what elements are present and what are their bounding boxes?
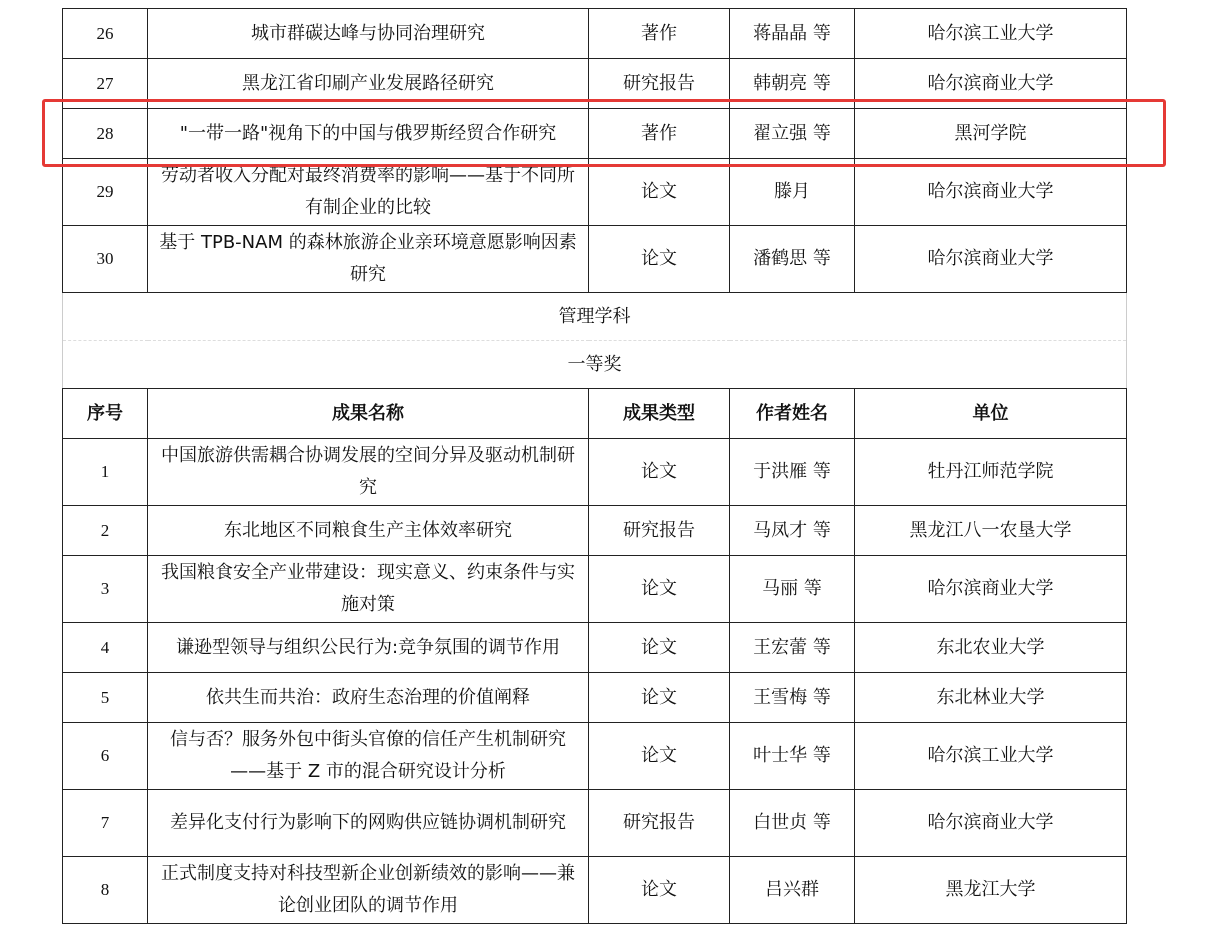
row-number: 7 bbox=[63, 790, 148, 857]
row-number: 26 bbox=[63, 9, 148, 59]
table-row bbox=[63, 623, 1127, 673]
table-row bbox=[63, 439, 1127, 506]
table-row bbox=[63, 790, 1127, 857]
row-number: 27 bbox=[63, 59, 148, 109]
result-title: 差异化支付行为影响下的网购供应链协调机制研究 bbox=[148, 790, 589, 857]
result-title: 我国粮食安全产业带建设：现实意义、约束条件与实施对策 bbox=[148, 556, 589, 623]
author-name: 翟立强 等 bbox=[730, 109, 855, 159]
author-name: 王雪梅 等 bbox=[730, 673, 855, 723]
author-name: 王宏蕾 等 bbox=[730, 623, 855, 673]
unit-name: 哈尔滨工业大学 bbox=[855, 9, 1127, 59]
header-author: 作者姓名 bbox=[730, 389, 855, 439]
row-number: 28 bbox=[63, 109, 148, 159]
unit-name: 哈尔滨商业大学 bbox=[855, 556, 1127, 623]
header-type: 成果类型 bbox=[589, 389, 730, 439]
table-row bbox=[63, 9, 1127, 59]
author-name: 马丽 等 bbox=[730, 556, 855, 623]
header-no: 序号 bbox=[63, 389, 148, 439]
row-number: 3 bbox=[63, 556, 148, 623]
result-type: 论文 bbox=[589, 439, 730, 506]
result-title: 劳动者收入分配对最终消费率的影响——基于不同所有制企业的比较 bbox=[148, 159, 589, 226]
row-number: 1 bbox=[63, 439, 148, 506]
author-name: 叶士华 等 bbox=[730, 723, 855, 790]
unit-name: 哈尔滨商业大学 bbox=[855, 790, 1127, 857]
row-number: 6 bbox=[63, 723, 148, 790]
table-row bbox=[63, 159, 1127, 226]
row-number: 5 bbox=[63, 673, 148, 723]
result-type: 论文 bbox=[589, 159, 730, 226]
author-name: 韩朝亮 等 bbox=[730, 59, 855, 109]
result-type: 论文 bbox=[589, 556, 730, 623]
header-unit: 单位 bbox=[855, 389, 1127, 439]
unit-name: 黑龙江八一农垦大学 bbox=[855, 506, 1127, 556]
author-name: 白世贞 等 bbox=[730, 790, 855, 857]
unit-name: 哈尔滨工业大学 bbox=[855, 723, 1127, 790]
result-type: 论文 bbox=[589, 673, 730, 723]
unit-name: 牡丹江师范学院 bbox=[855, 439, 1127, 506]
unit-name: 哈尔滨商业大学 bbox=[855, 159, 1127, 226]
author-name: 马凤才 等 bbox=[730, 506, 855, 556]
unit-name: 东北林业大学 bbox=[855, 673, 1127, 723]
result-title: "一带一路"视角下的中国与俄罗斯经贸合作研究 bbox=[148, 109, 589, 159]
result-title: 黑龙江省印刷产业发展路径研究 bbox=[148, 59, 589, 109]
header-title: 成果名称 bbox=[148, 389, 589, 439]
row-number: 4 bbox=[63, 623, 148, 673]
section-row bbox=[63, 341, 1127, 389]
table-row bbox=[63, 723, 1127, 790]
unit-name: 黑龙江大学 bbox=[855, 857, 1127, 924]
row-number: 29 bbox=[63, 159, 148, 226]
result-title: 中国旅游供需耦合协调发展的空间分异及驱动机制研究 bbox=[148, 439, 589, 506]
result-type: 论文 bbox=[589, 623, 730, 673]
result-title: 信与否？服务外包中街头官僚的信任产生机制研究——基于 Z 市的混合研究设计分析 bbox=[148, 723, 589, 790]
result-title: 正式制度支持对科技型新企业创新绩效的影响——兼论创业团队的调节作用 bbox=[148, 857, 589, 924]
unit-name: 哈尔滨商业大学 bbox=[855, 59, 1127, 109]
author-name: 于洪雁 等 bbox=[730, 439, 855, 506]
result-title: 依共生而共治：政府生态治理的价值阐释 bbox=[148, 673, 589, 723]
author-name: 潘鹤思 等 bbox=[730, 226, 855, 293]
result-type: 研究报告 bbox=[589, 59, 730, 109]
result-type: 论文 bbox=[589, 857, 730, 924]
discipline-heading: 管理学科 bbox=[63, 293, 1127, 341]
table-row bbox=[63, 506, 1127, 556]
unit-name: 东北农业大学 bbox=[855, 623, 1127, 673]
table-row bbox=[63, 59, 1127, 109]
awards-table bbox=[62, 8, 1127, 924]
result-title: 基于 TPB-NAM 的森林旅游企业亲环境意愿影响因素研究 bbox=[148, 226, 589, 293]
result-type: 著作 bbox=[589, 9, 730, 59]
header-row bbox=[63, 389, 1127, 439]
result-type: 论文 bbox=[589, 723, 730, 790]
author-name: 滕月 bbox=[730, 159, 855, 226]
table-row bbox=[63, 673, 1127, 723]
author-name: 吕兴群 bbox=[730, 857, 855, 924]
row-number: 2 bbox=[63, 506, 148, 556]
table-row bbox=[63, 556, 1127, 623]
result-title: 城市群碳达峰与协同治理研究 bbox=[148, 9, 589, 59]
table-row-highlighted bbox=[63, 109, 1127, 159]
award-heading: 一等奖 bbox=[63, 341, 1127, 389]
author-name: 蒋晶晶 等 bbox=[730, 9, 855, 59]
unit-name: 黑河学院 bbox=[855, 109, 1127, 159]
table-row bbox=[63, 226, 1127, 293]
row-number: 8 bbox=[63, 857, 148, 924]
result-title: 谦逊型领导与组织公民行为:竞争氛围的调节作用 bbox=[148, 623, 589, 673]
unit-name: 哈尔滨商业大学 bbox=[855, 226, 1127, 293]
result-title: 东北地区不同粮食生产主体效率研究 bbox=[148, 506, 589, 556]
result-type: 论文 bbox=[589, 226, 730, 293]
table-row bbox=[63, 857, 1127, 924]
result-type: 研究报告 bbox=[589, 790, 730, 857]
row-number: 30 bbox=[63, 226, 148, 293]
result-type: 研究报告 bbox=[589, 506, 730, 556]
result-type: 著作 bbox=[589, 109, 730, 159]
section-row bbox=[63, 293, 1127, 341]
